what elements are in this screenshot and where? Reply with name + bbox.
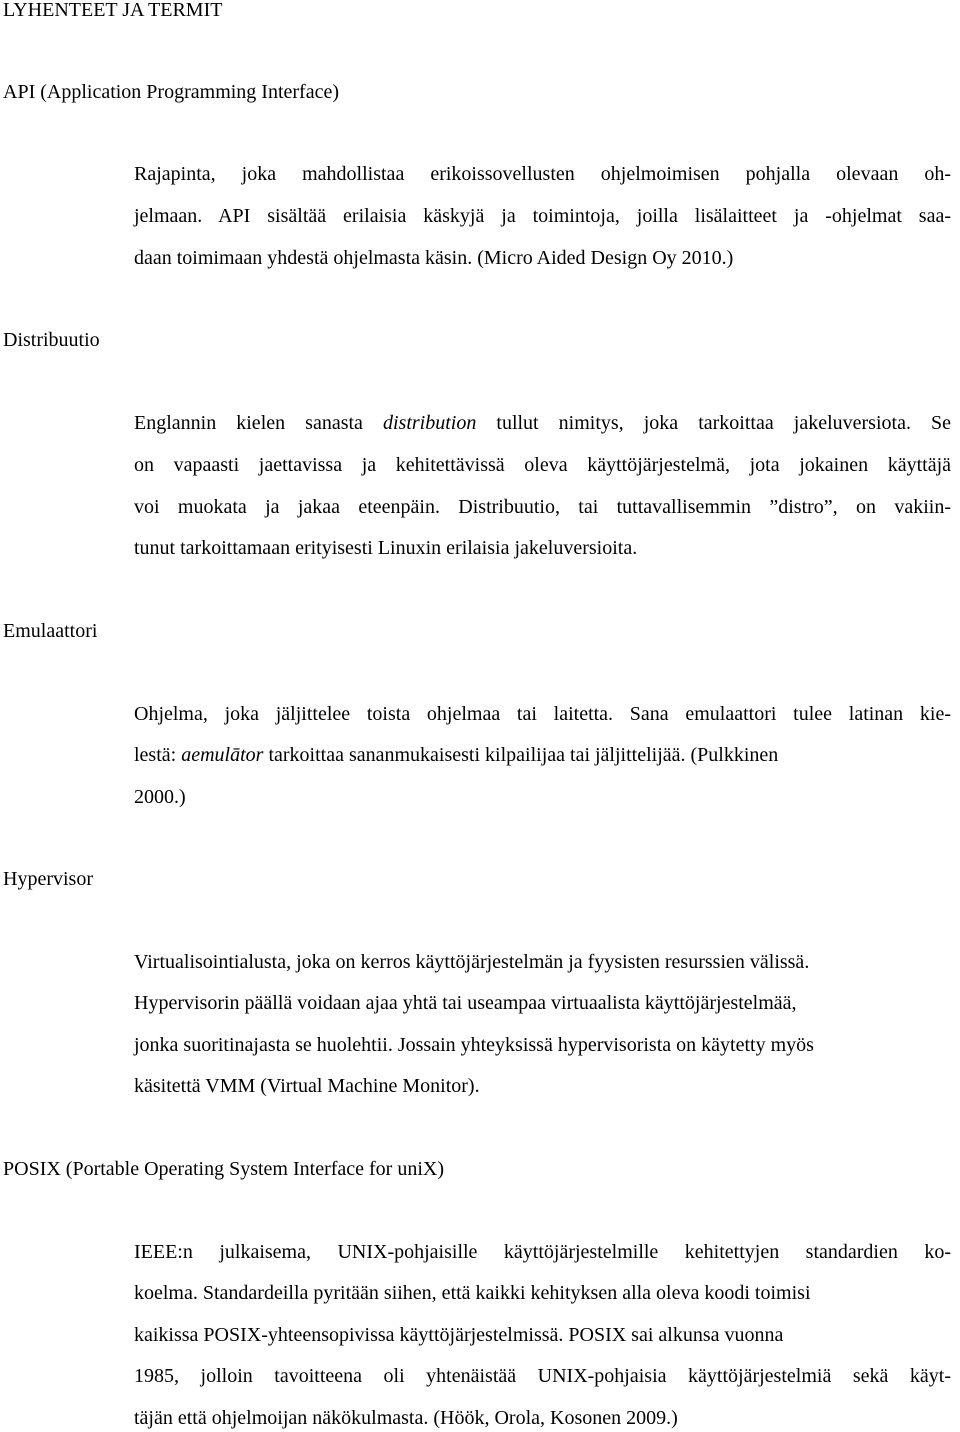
definition-posix-line-1: IEEE:n julkaisema, UNIX-pohjaisille käyttöjärjestelmille kehitettyjen standardien ko- bbox=[134, 1241, 951, 1263]
definition-emulaattori-line-1: Ohjelma, joka jäljittelee toista ohjelmaa tai laitetta. Sana emulaattori tulee latinan kie- bbox=[134, 703, 951, 725]
definition-posix-line-4: 1985, jolloin tavoitteena oli yhtenäistää UNIX-pohjaisia käyttöjärjestelmiä sekä käyt- bbox=[134, 1365, 951, 1387]
term-distribuutio: Distribuutio bbox=[3, 329, 100, 351]
definition-posix-line-2: koelma. Standardeilla pyritään siihen, että kaikki kehityksen alla oleva koodi toimisi bbox=[134, 1282, 811, 1304]
definition-text: tullut nimitys, joka tarkoittaa jakeluversiota. Se bbox=[476, 412, 952, 434]
definition-emulaattori-line-3: 2000.) bbox=[134, 786, 186, 808]
term-posix: POSIX (Portable Operating System Interface for uniX) bbox=[3, 1158, 444, 1180]
definition-text: Englannin kielen sanasta bbox=[134, 412, 383, 434]
term-api: API (Application Programming Interface) bbox=[3, 81, 340, 103]
definition-posix-line-5: täjän että ohjelmoijan näkökulmasta. (Höök, Orola, Kosonen 2009.) bbox=[134, 1407, 678, 1429]
definition-hypervisor-line-4: käsitettä VMM (Virtual Machine Monitor). bbox=[134, 1075, 480, 1097]
definition-hypervisor-line-1: Virtualisointialusta, joka on kerros käyttöjärjestelmän ja fyysisten resurssien välissä. bbox=[134, 951, 810, 973]
definition-text: tarkoittaa sananmukaisesti kilpailijaa tai jäljittelijää. (Pulkkinen bbox=[263, 744, 779, 766]
italic-word: distribution bbox=[382, 412, 477, 434]
definition-distribuutio-line-1 bbox=[134, 411, 951, 435]
term-emulaattori: Emulaattori bbox=[3, 620, 98, 642]
term-hypervisor: Hypervisor bbox=[3, 868, 93, 890]
definition-api-line-2: jelmaan. API sisältää erilaisia käskyjä ja toimintoja, joilla lisälaitteet ja -ohjelmat saa- bbox=[134, 205, 951, 227]
definition-hypervisor-line-3: jonka suoritinajasta se huolehtii. Jossain yhteyksissä hypervisorista on käytetty myös bbox=[134, 1034, 814, 1056]
definition-distribuutio-line-3: voi muokata ja jakaa eteenpäin. Distribuutio, tai tuttavallisemmin ”distro”, on vakiin- bbox=[134, 496, 951, 518]
page-heading: LYHENTEET JA TERMIT bbox=[3, 0, 223, 21]
definition-api-line-3: daan toimimaan yhdestä ohjelmasta käsin. (Micro Aided Design Oy 2010.) bbox=[134, 247, 734, 269]
definition-distribuutio-line-2: on vapaasti jaettavissa ja kehitettävissä oleva käyttöjärjestelmä, jota jokainen käyttäjä bbox=[134, 454, 951, 476]
definition-api-line-1: Rajapinta, joka mahdollistaa erikoissovellusten ohjelmoimisen pohjalla olevaan oh- bbox=[134, 163, 951, 185]
definition-hypervisor-line-2: Hypervisorin päällä voidaan ajaa yhtä tai useampaa virtuaalista käyttöjärjestelmää, bbox=[134, 992, 797, 1014]
definition-distribuutio-line-4: tunut tarkoittamaan erityisesti Linuxin erilaisia jakeluversioita. bbox=[134, 537, 638, 559]
definition-emulaattori-line-2 bbox=[134, 743, 778, 767]
definition-text: lestä: bbox=[134, 744, 182, 766]
definition-posix-line-3: kaikissa POSIX-yhteensopivissa käyttöjärjestelmissä. POSIX sai alkunsa vuonna bbox=[134, 1324, 784, 1346]
italic-word: aemulātor bbox=[181, 744, 264, 766]
